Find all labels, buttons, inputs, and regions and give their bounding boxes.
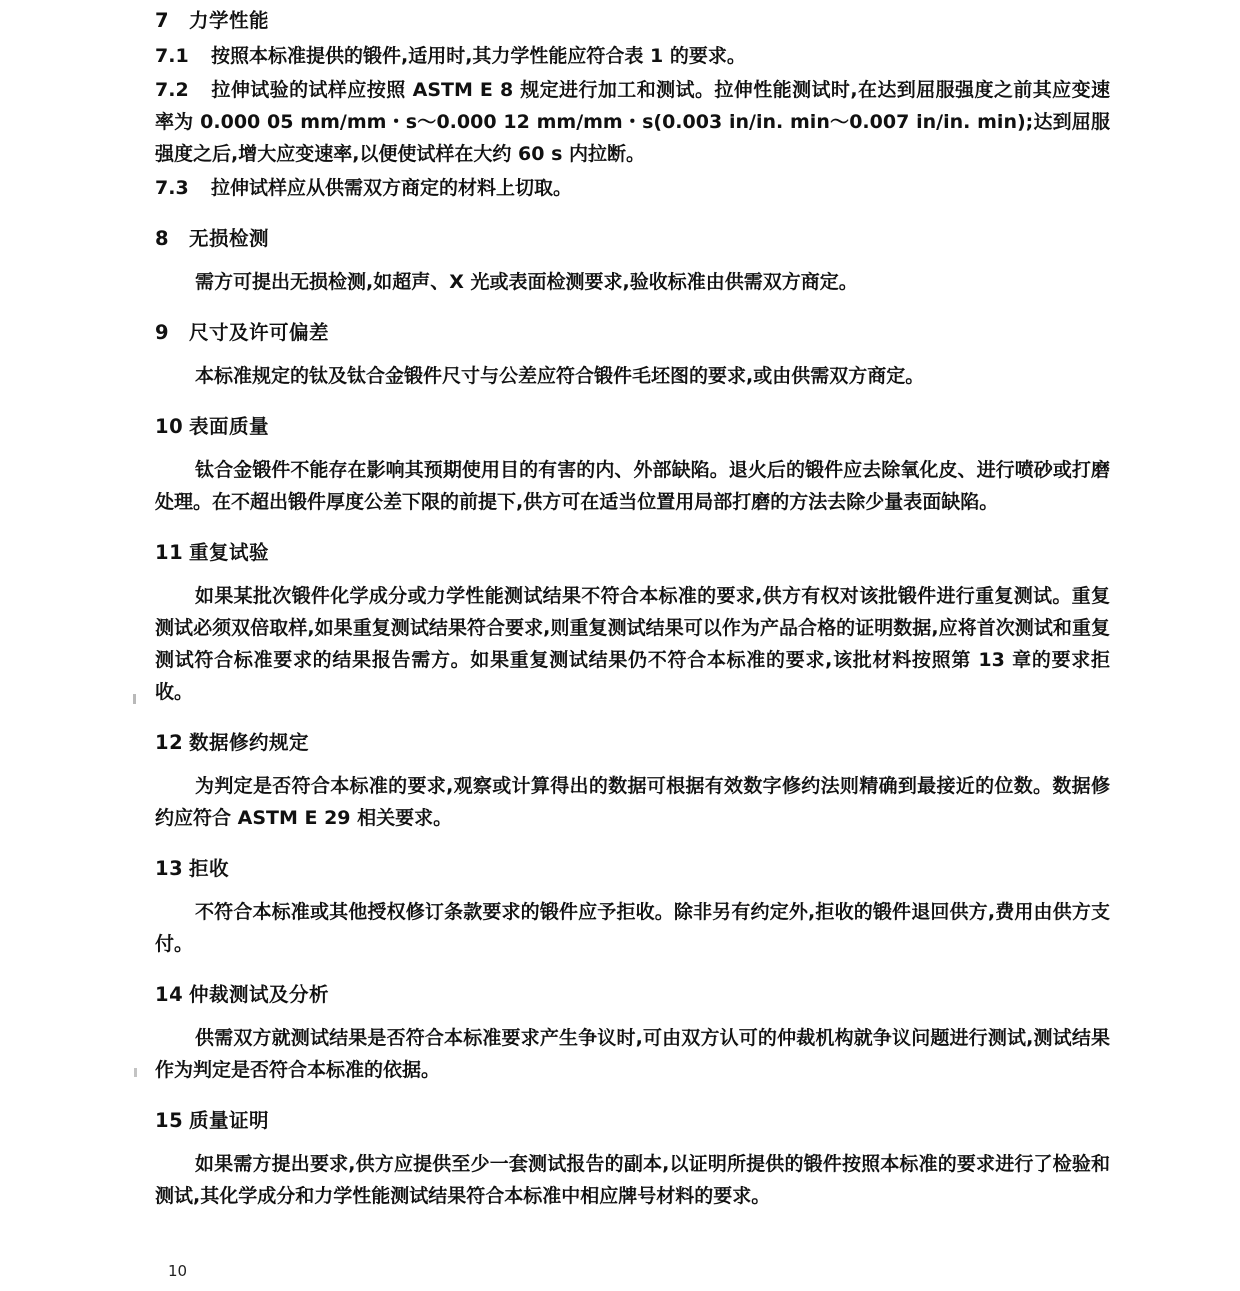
section-heading-10 (155, 412, 1110, 441)
paragraph-7-3 (155, 173, 1110, 205)
section-number-11: 11 (155, 541, 184, 565)
section-number-14: 14 (155, 983, 184, 1007)
section-heading-8 (155, 224, 1110, 253)
paragraph-lead-7-3: 7.3 (155, 176, 189, 199)
paragraph-10-1: 钛合金锻件不能存在影响其预期使用目的有害的内、外部缺陷。退火后的锻件应去除氧化皮、进行喷砂或打磨处理。在不超出锻件厚度公差下限的前提下,供方可在适当位置用局部打磨的方法去除少量表面缺陷。 (155, 459, 1110, 514)
paragraph-12-1: 为判定是否符合本标准的要求,观察或计算得出的数据可根据有效数字修约法则精确到最接近的位数。数据修约应符合 ASTM E 29 相关要求。 (155, 775, 1110, 830)
paragraph-text-7-3: 拉伸试样应从供需双方商定的材料上切取。 (211, 176, 573, 199)
paragraph-9-1: 本标准规定的钛及钛合金锻件尺寸与公差应符合锻件毛坯图的要求,或由供需双方商定。 (195, 365, 925, 388)
paragraph-14-1: 供需双方就测试结果是否符合本标准要求产生争议时,可由双方认可的仲裁机构就争议问题进行测试,测试结果作为判定是否符合本标准的依据。 (155, 1027, 1110, 1082)
section-title-12: 数据修约规定 (189, 731, 310, 755)
section-title-10: 表面质量 (189, 415, 270, 439)
section-number-10: 10 (155, 415, 184, 439)
section-title-13: 拒收 (189, 857, 230, 881)
section-heading-13 (155, 854, 1110, 883)
section-title-9: 尺寸及许可偏差 (189, 320, 330, 344)
section-number-12: 12 (155, 731, 184, 755)
paragraph-lead-7-2: 7.2 (155, 79, 189, 102)
section-heading-11 (155, 538, 1110, 567)
section-title-15: 质量证明 (189, 1109, 270, 1133)
section-heading-15 (155, 1106, 1110, 1135)
section-number-7: 7 (155, 9, 170, 32)
section-heading-12 (155, 728, 1110, 757)
paragraph-text-7-2: 拉伸试验的试样应按照 ASTM E 8 规定进行加工和测试。拉伸性能测试时,在达到屈服强度之前其应变速率为 0.000 05 mm/mm・s～0.000 12 mm/mm・s(0.003 in/in. min～0.007 in/in. min);达到屈服强度之后,增大应变速率,以便使试样在大约 60 s 内拉断。 (155, 79, 1110, 165)
section-number-9: 9 (155, 320, 170, 344)
section-heading-7 (155, 6, 1110, 35)
page-margin-mark-lower (134, 1068, 137, 1077)
section-title-8: 无损检测 (189, 226, 270, 250)
page-number: 10 (168, 1262, 188, 1280)
section-number-8: 8 (155, 226, 170, 250)
paragraph-7-1 (155, 41, 1110, 73)
page-content (155, 6, 1110, 1215)
paragraph-lead-7-1: 7.1 (155, 45, 189, 68)
section-title-11: 重复试验 (189, 541, 270, 565)
section-heading-9 (155, 318, 1110, 347)
paragraph-13-1: 不符合本标准或其他授权修订条款要求的锻件应予拒收。除非另有约定外,拒收的锻件退回供方,费用由供方支付。 (155, 901, 1110, 956)
paragraph-11-1: 如果某批次锻件化学成分或力学性能测试结果不符合本标准的要求,供方有权对该批锻件进行重复测试。重复测试必须双倍取样,如果重复测试结果符合要求,则重复测试结果可以作为产品合格的证明数据,应将首次测试和重复测试符合标准要求的结果报告需方。如果重复测试结果仍不符合本标准的要求,该批材料按照第 13 章的要求拒收。 (155, 585, 1110, 704)
paragraph-15-1: 如果需方提出要求,供方应提供至少一套测试报告的副本,以证明所提供的锻件按照本标准的要求进行了检验和测试,其化学成分和力学性能测试结果符合本标准中相应牌号材料的要求。 (155, 1153, 1110, 1208)
section-heading-14 (155, 980, 1110, 1009)
page-margin-mark-upper (133, 694, 136, 704)
paragraph-text-7-1: 按照本标准提供的锻件,适用时,其力学性能应符合表 1 的要求。 (211, 45, 746, 68)
section-title-14: 仲裁测试及分析 (189, 983, 330, 1007)
paragraph-7-2 (155, 75, 1110, 171)
paragraph-8-1: 需方可提出无损检测,如超声、X 光或表面检测要求,验收标准由供需双方商定。 (195, 271, 858, 294)
section-title-7: 力学性能 (189, 9, 270, 32)
section-number-15: 15 (155, 1109, 184, 1133)
section-number-13: 13 (155, 857, 184, 881)
